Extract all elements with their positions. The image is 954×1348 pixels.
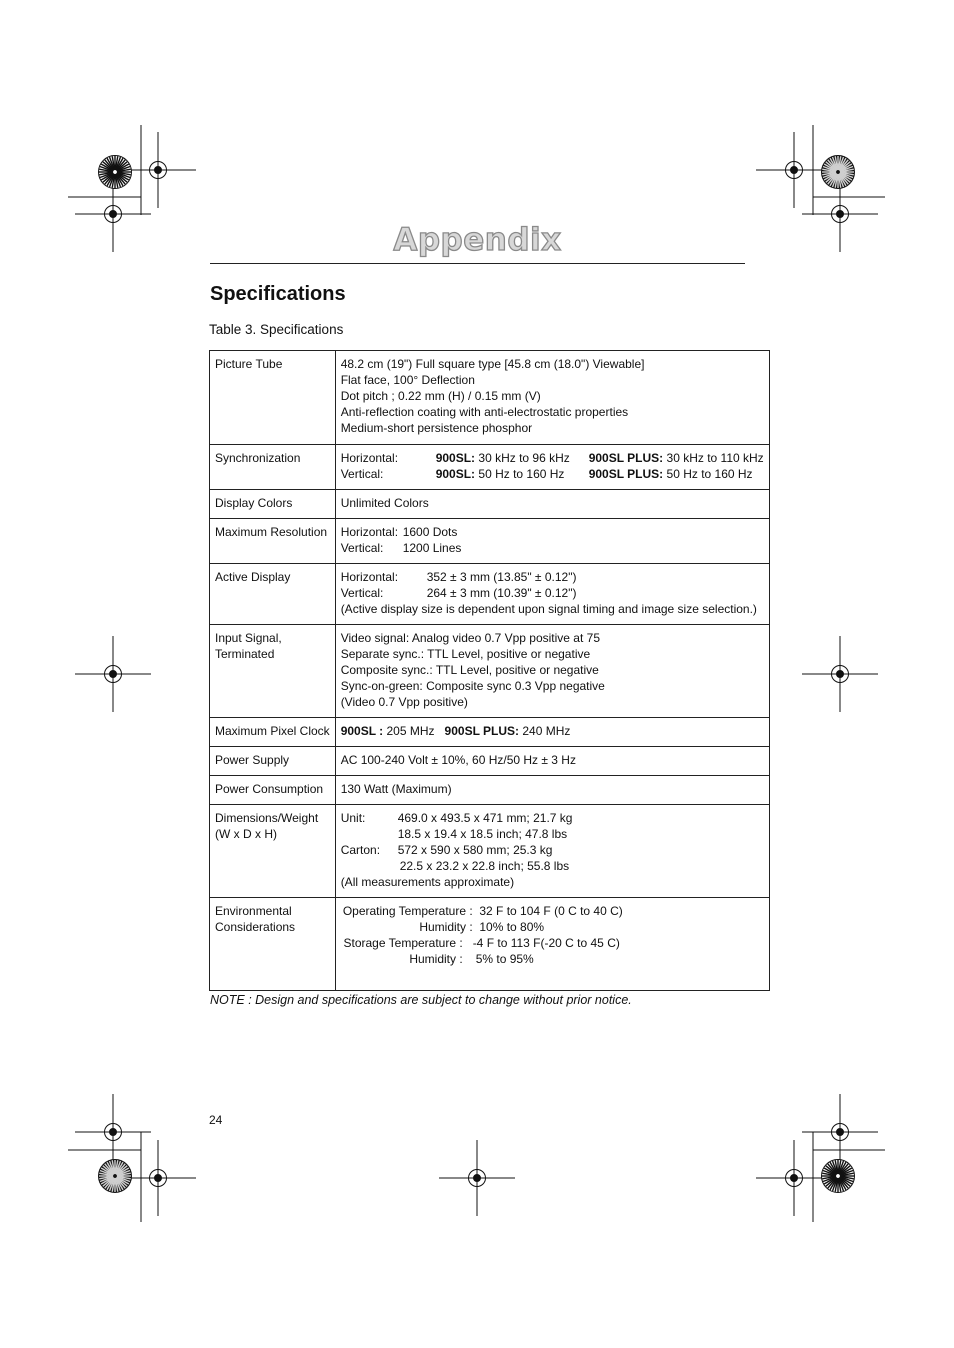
text-line bbox=[341, 903, 764, 919]
star-target-mark bbox=[99, 156, 132, 189]
field-label: Carton: bbox=[340, 843, 381, 857]
text-line bbox=[341, 842, 764, 858]
text-line bbox=[341, 524, 764, 540]
field-label: Unit: bbox=[340, 811, 366, 825]
table-caption: Table 3. Specifications bbox=[209, 322, 344, 337]
text-line bbox=[341, 951, 764, 967]
label-line: Environmental bbox=[215, 904, 292, 918]
table-row bbox=[210, 776, 770, 805]
text-line: (Video 0.7 Vpp positive) bbox=[340, 695, 468, 709]
text-line bbox=[341, 935, 764, 951]
row-label: Power Supply bbox=[210, 747, 336, 776]
text-line bbox=[341, 919, 764, 935]
text-line: Dot pitch ; 0.22 mm (H) / 0.15 mm (V) bbox=[340, 389, 541, 403]
row-label: Picture Tube bbox=[210, 351, 336, 445]
model-name: 900SL PLUS: bbox=[444, 724, 520, 738]
model-name: 900SL : bbox=[340, 724, 384, 738]
row-value: Unlimited Colors bbox=[335, 490, 769, 519]
row-label: Maximum Pixel Clock bbox=[210, 718, 336, 747]
field-value: 32 F to 104 F (0 C to 40 C) bbox=[479, 904, 623, 918]
field-value: 50 Hz to 160 Hz bbox=[666, 467, 753, 481]
registration-mark bbox=[439, 1140, 515, 1216]
field-label: Horizontal: bbox=[340, 570, 399, 584]
page-number: 24 bbox=[209, 1113, 223, 1127]
field-label: Horizontal: bbox=[340, 525, 399, 539]
row-value bbox=[335, 351, 769, 445]
row-value bbox=[335, 445, 769, 490]
field-value: 50 Hz to 160 Hz bbox=[478, 467, 565, 481]
text-line bbox=[341, 540, 764, 556]
field-label: Vertical: bbox=[340, 541, 384, 555]
field-value: 30 kHz to 96 kHz bbox=[478, 451, 570, 465]
row-value bbox=[335, 625, 769, 718]
text-line bbox=[341, 450, 764, 466]
text-line bbox=[341, 585, 764, 601]
field-label: Operating Temperature : bbox=[342, 904, 473, 918]
specifications-table bbox=[209, 350, 770, 991]
row-value: AC 100-240 Volt ± 10%, 60 Hz/50 Hz ± 3 Hz bbox=[335, 747, 769, 776]
model-name: 900SL PLUS: bbox=[588, 467, 664, 481]
model-name: 900SL: bbox=[435, 467, 476, 481]
text-line: Flat face, 100° Deflection bbox=[340, 373, 475, 387]
row-value bbox=[335, 805, 769, 898]
field-value: 352 ± 3 mm (13.85" ± 0.12") bbox=[426, 570, 577, 584]
field-value: 572 x 590 x 580 mm; 25.3 kg bbox=[397, 843, 553, 857]
title-divider bbox=[210, 263, 745, 264]
page-title: Appendix bbox=[393, 222, 562, 258]
table-row bbox=[210, 747, 770, 776]
table-row bbox=[210, 564, 770, 625]
field-value: 10% to 80% bbox=[479, 920, 545, 934]
row-value bbox=[335, 564, 769, 625]
section-title: Specifications bbox=[210, 283, 346, 305]
row-label bbox=[210, 898, 336, 991]
row-value: 130 Watt (Maximum) bbox=[335, 776, 769, 805]
row-label: Power Consumption bbox=[210, 776, 336, 805]
table-row bbox=[210, 445, 770, 490]
text-line: Separate sync.: TTL Level, positive or negative bbox=[340, 647, 591, 661]
registration-mark bbox=[802, 636, 878, 712]
star-target-mark bbox=[822, 1160, 855, 1193]
text-line: Video signal: Analog video 0.7 Vpp positive at 75 bbox=[340, 631, 600, 645]
table-row bbox=[210, 490, 770, 519]
table-row bbox=[210, 718, 770, 747]
table-row bbox=[210, 805, 770, 898]
text-line: 48.2 cm (19") Full square type [45.8 cm (18.0") Viewable] bbox=[340, 357, 645, 371]
field-value: 469.0 x 493.5 x 471 mm; 21.7 kg bbox=[397, 811, 573, 825]
row-value bbox=[335, 718, 769, 747]
text-line bbox=[341, 810, 764, 826]
table-row bbox=[210, 625, 770, 718]
row-label bbox=[210, 625, 336, 718]
registration-mark bbox=[756, 1140, 832, 1216]
field-value: 5% to 95% bbox=[475, 952, 534, 966]
field-value: -4 F to 113 F(-20 C to 45 C) bbox=[472, 936, 620, 950]
registration-mark bbox=[75, 1094, 151, 1170]
text-line bbox=[341, 723, 764, 739]
field-label: Horizontal: bbox=[340, 451, 399, 465]
label-line: Terminated bbox=[215, 647, 275, 661]
field-label: Vertical: bbox=[340, 586, 384, 600]
field-value: 240 MHz bbox=[522, 724, 571, 738]
row-label: Active Display bbox=[210, 564, 336, 625]
field-value: 22.5 x 23.2 x 22.8 inch; 55.8 lbs bbox=[399, 859, 570, 873]
row-label: Display Colors bbox=[210, 490, 336, 519]
label-line: Dimensions/Weight bbox=[215, 811, 319, 825]
field-value: 205 MHz bbox=[386, 724, 435, 738]
row-value bbox=[335, 519, 769, 564]
model-name: 900SL: bbox=[435, 451, 476, 465]
star-target-mark bbox=[822, 156, 855, 189]
field-value: 1600 Dots bbox=[402, 525, 458, 539]
text-line: Sync-on-green: Composite sync 0.3 Vpp negative bbox=[340, 679, 605, 693]
footnote: NOTE : Design and specifications are subject to change without prior notice. bbox=[210, 993, 632, 1007]
field-value: 264 ± 3 mm (10.39" ± 0.12") bbox=[426, 586, 577, 600]
row-label bbox=[210, 805, 336, 898]
text-line: (Active display size is dependent upon signal timing and image size selection.) bbox=[340, 602, 757, 616]
text-line: Medium-short persistence phosphor bbox=[340, 421, 533, 435]
table-row bbox=[210, 351, 770, 445]
row-value bbox=[335, 898, 769, 991]
text-line: (All measurements approximate) bbox=[340, 875, 515, 889]
text-line bbox=[341, 466, 764, 482]
field-label: Storage Temperature : bbox=[343, 936, 463, 950]
text-line bbox=[341, 569, 764, 585]
label-line: (W x D x H) bbox=[215, 827, 277, 841]
field-value: 30 kHz to 110 kHz bbox=[666, 451, 764, 465]
text-line: Composite sync.: TTL Level, positive or negative bbox=[340, 663, 599, 677]
table-row bbox=[210, 898, 770, 991]
field-value: 1200 Lines bbox=[402, 541, 462, 555]
field-label: Humidity : bbox=[409, 952, 463, 966]
field-value: 18.5 x 19.4 x 18.5 inch; 47.8 lbs bbox=[397, 827, 568, 841]
star-target-mark bbox=[99, 1160, 132, 1193]
text-line: Anti-reflection coating with anti-electrostatic properties bbox=[340, 405, 629, 419]
registration-mark bbox=[75, 636, 151, 712]
field-label: Vertical: bbox=[340, 467, 384, 481]
row-label: Maximum Resolution bbox=[210, 519, 336, 564]
field-label: Humidity : bbox=[419, 920, 473, 934]
text-line bbox=[341, 858, 764, 874]
row-label: Synchronization bbox=[210, 445, 336, 490]
label-line: Input Signal, bbox=[215, 631, 282, 645]
table-row bbox=[210, 519, 770, 564]
label-line: Considerations bbox=[215, 920, 296, 934]
text-line bbox=[341, 826, 764, 842]
model-name: 900SL PLUS: bbox=[588, 451, 664, 465]
